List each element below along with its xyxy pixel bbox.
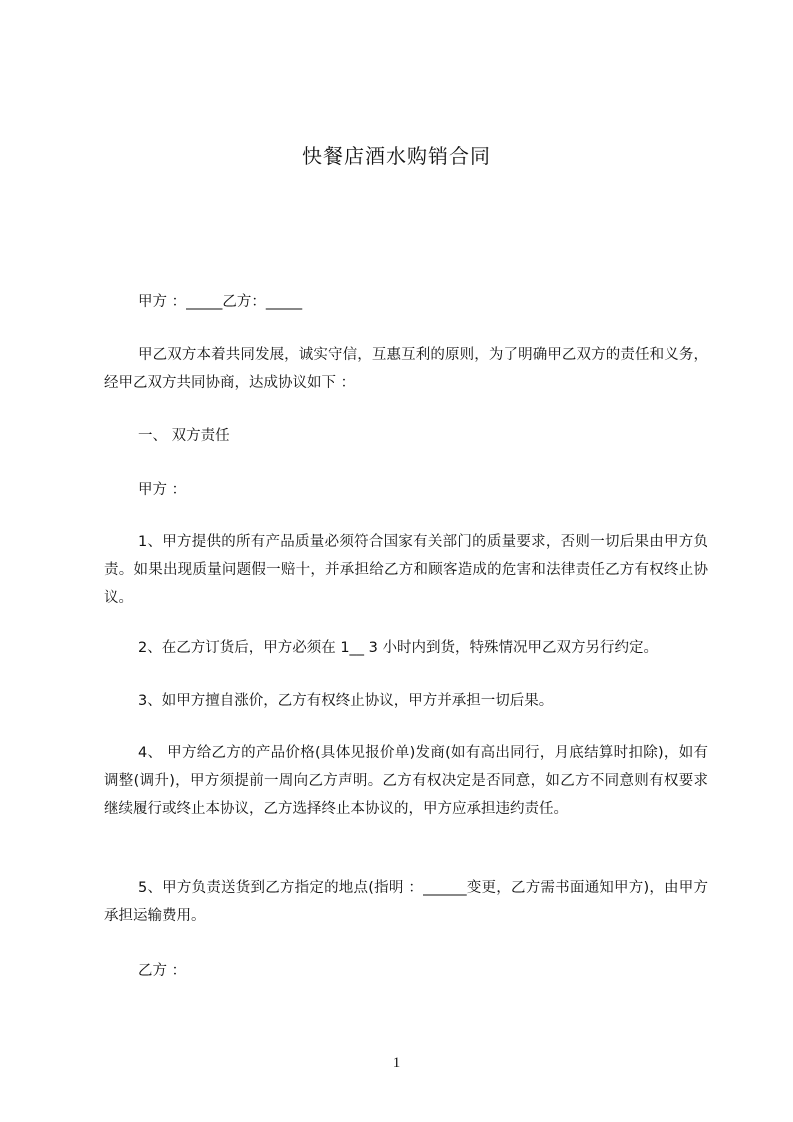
party-b-label: 乙方 ： xyxy=(138,963,187,979)
clause-1-text: 1、甲方提供的所有产品质量必须符合国家有关部门的质量要求，否则一切后果由甲方负责。如果出现质量问题假一赔十，并承担给乙方和顾客造成的危害和法律责任乙方有权终止协议。 xyxy=(104,534,708,606)
clause-1 xyxy=(104,528,708,612)
document-title: 快餐店酒水购销合同 xyxy=(302,144,491,168)
clause-4 xyxy=(104,739,708,823)
clause-2: 2、在乙方订货后，甲方必须在 1__ 3 小时内到货，特殊情况甲乙双方另行约定。 xyxy=(138,640,659,656)
section-1-heading: 一、 双方责任 xyxy=(138,428,230,444)
clause-3: 3、如甲方擅自涨价，乙方有权终止协议，甲方并承担一切后果。 xyxy=(138,693,554,709)
page-number: 1 xyxy=(392,1055,401,1071)
intro-paragraph xyxy=(104,341,708,397)
intro-text: 甲乙双方本着共同发展，诚实守信，互惠互利的原则，为了明确甲乙双方的责任和义务，经甲乙双方共同协商，达成协议如下 ： xyxy=(104,347,708,391)
parties-line: 甲方 ：_____乙方：_____ xyxy=(138,294,303,310)
clause-4-text: 4、 甲方给乙方的产品价格(具体见报价单)发商(如有高出同行，月底结算时扣除)，如有调整(调升)，甲方须提前一周向乙方声明。乙方有权决定是否同意，如乙方不同意则有权要求继续履行或终止本协议，乙方选择终止本协议的，甲方应承担违约责任。 xyxy=(104,745,708,817)
party-a-label: 甲方 ： xyxy=(138,482,187,498)
clause-5-text: 5、甲方负责送货到乙方指定的地点(指明 ：______变更，乙方需书面通知甲方)，由甲方承担运输费用。 xyxy=(104,880,708,924)
clause-5 xyxy=(104,874,708,930)
